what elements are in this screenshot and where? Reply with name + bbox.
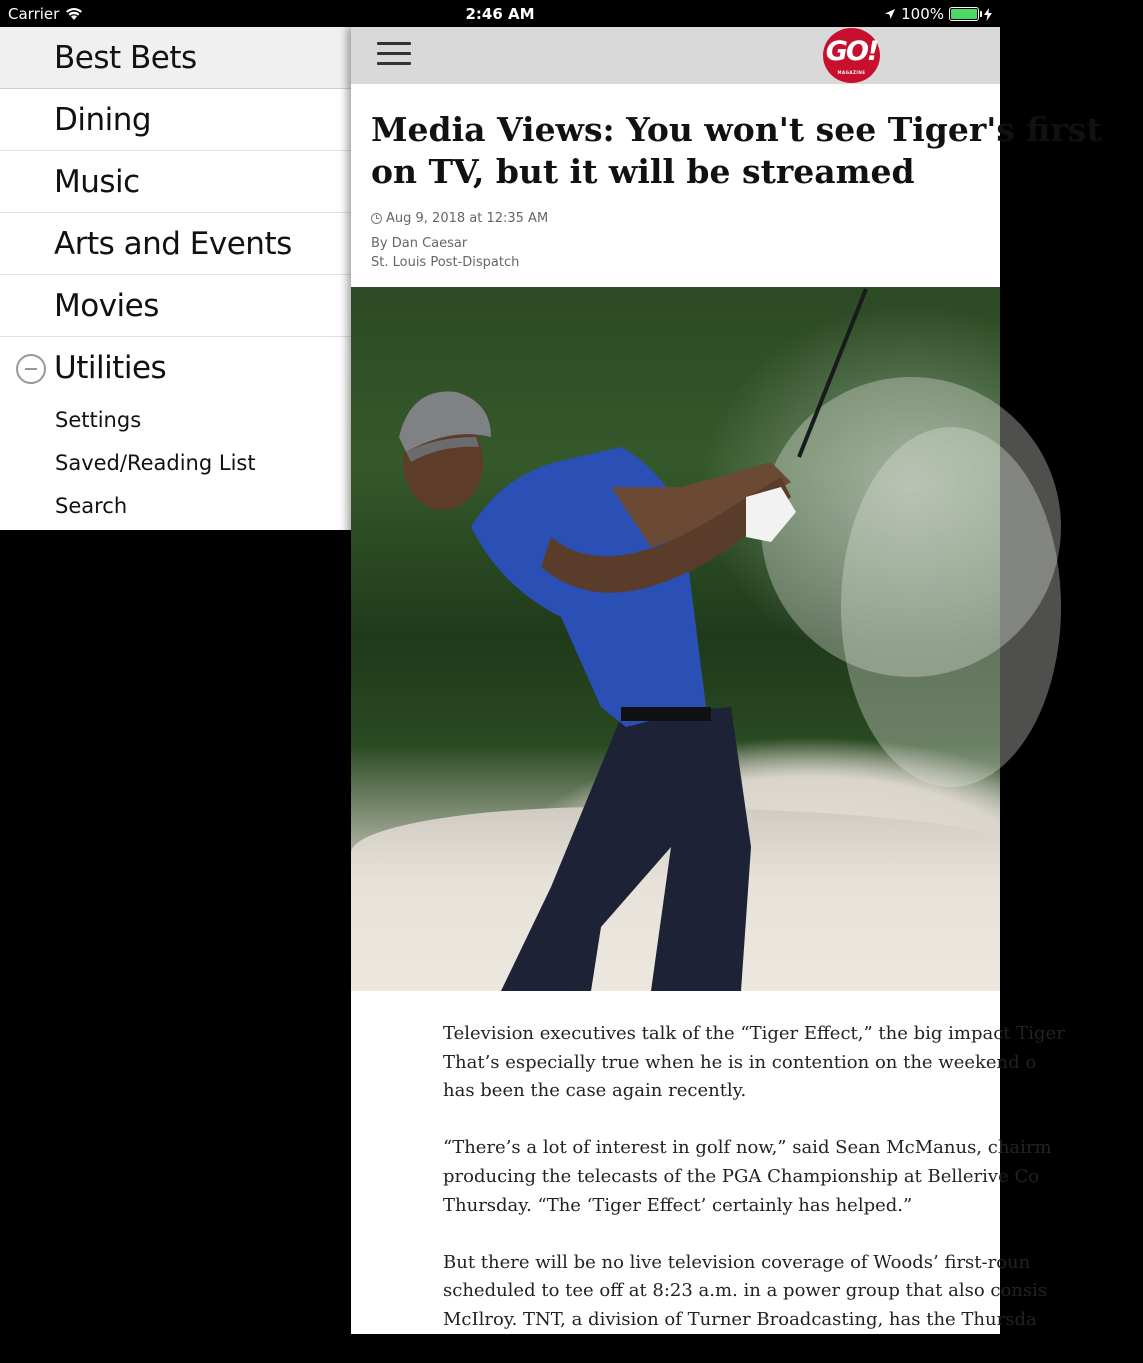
article-byline: By Dan Caesar bbox=[371, 236, 468, 251]
paragraph-line: But there will be no live television coverage of Woods’ first-roun bbox=[443, 1251, 1031, 1273]
article-source: St. Louis Post-Dispatch bbox=[371, 255, 520, 270]
menu-subitem-settings[interactable]: Settings bbox=[55, 408, 142, 432]
battery-percent: 100% bbox=[901, 5, 944, 23]
location-arrow-icon bbox=[884, 8, 896, 20]
menu-item-arts-and-events[interactable]: Arts and Events bbox=[0, 213, 351, 275]
paragraph-line: scheduled to tee off at 8:23 a.m. in a power group that also consis bbox=[443, 1280, 1048, 1302]
paragraph-line: producing the telecasts of the PGA Championship at Bellerive Co bbox=[443, 1165, 1040, 1187]
paragraph-line: Television executives talk of the “Tiger Effect,” the big impact Tiger bbox=[443, 1023, 1065, 1044]
menu-subitem-search[interactable]: Search bbox=[55, 494, 128, 518]
go-magazine-logo[interactable] bbox=[823, 28, 880, 83]
menu-item-dining[interactable]: Dining bbox=[0, 89, 351, 151]
clock-icon bbox=[371, 213, 382, 224]
collapse-minus-icon[interactable] bbox=[16, 354, 46, 384]
menu-section-utilities[interactable] bbox=[0, 337, 351, 399]
paragraph-line: Thursday. “The ‘Tiger Effect’ certainly has helped.” bbox=[443, 1194, 913, 1216]
article-panel bbox=[351, 27, 1102, 1334]
charging-bolt-icon bbox=[984, 8, 992, 21]
battery-fill bbox=[951, 9, 977, 19]
article-photo[interactable] bbox=[351, 287, 1000, 991]
paragraph-line: has been the case again recently. bbox=[443, 1080, 747, 1102]
paragraph-line: McIlroy. TNT, a division of Turner Broadcasting, has the Thursda bbox=[443, 1308, 1037, 1330]
top-navigation-bar bbox=[351, 27, 1000, 84]
battery-icon bbox=[949, 7, 979, 21]
article-headline bbox=[371, 109, 1102, 193]
utilities-label: Utilities bbox=[54, 350, 167, 386]
paragraph-line: That’s especially true when he is in contention on the weekend o bbox=[443, 1051, 1037, 1073]
headline-line-1: Media Views: You won't see Tiger's first bbox=[371, 110, 1102, 149]
paragraph-1 bbox=[443, 1020, 1143, 1106]
paragraph-3 bbox=[443, 1249, 1143, 1335]
paragraph-2 bbox=[443, 1134, 1143, 1220]
side-menu bbox=[0, 27, 351, 530]
status-right bbox=[884, 5, 992, 23]
carrier-label: Carrier bbox=[8, 5, 60, 23]
menu-item-music[interactable]: Music bbox=[0, 151, 351, 213]
date-text: Aug 9, 2018 at 12:35 AM bbox=[386, 211, 549, 226]
clock: 2:46 AM bbox=[465, 5, 535, 23]
menu-item-best-bets[interactable]: Best Bets bbox=[0, 27, 351, 89]
headline-line-2: on TV, but it will be streamed bbox=[371, 152, 915, 191]
article-body bbox=[443, 1020, 1143, 1363]
article-date bbox=[371, 211, 548, 226]
golfer-illustration bbox=[351, 287, 1000, 991]
hamburger-menu-icon[interactable] bbox=[377, 42, 411, 66]
status-bar bbox=[0, 0, 1000, 27]
menu-subitem-saved-reading-list[interactable]: Saved/Reading List bbox=[55, 451, 256, 475]
paragraph-line: “There’s a lot of interest in golf now,” said Sean McManus, chairm bbox=[443, 1137, 1052, 1159]
logo-subtext: MAGAZINE bbox=[837, 70, 866, 75]
logo-text: GO! bbox=[825, 36, 878, 67]
menu-item-movies[interactable]: Movies bbox=[0, 275, 351, 337]
